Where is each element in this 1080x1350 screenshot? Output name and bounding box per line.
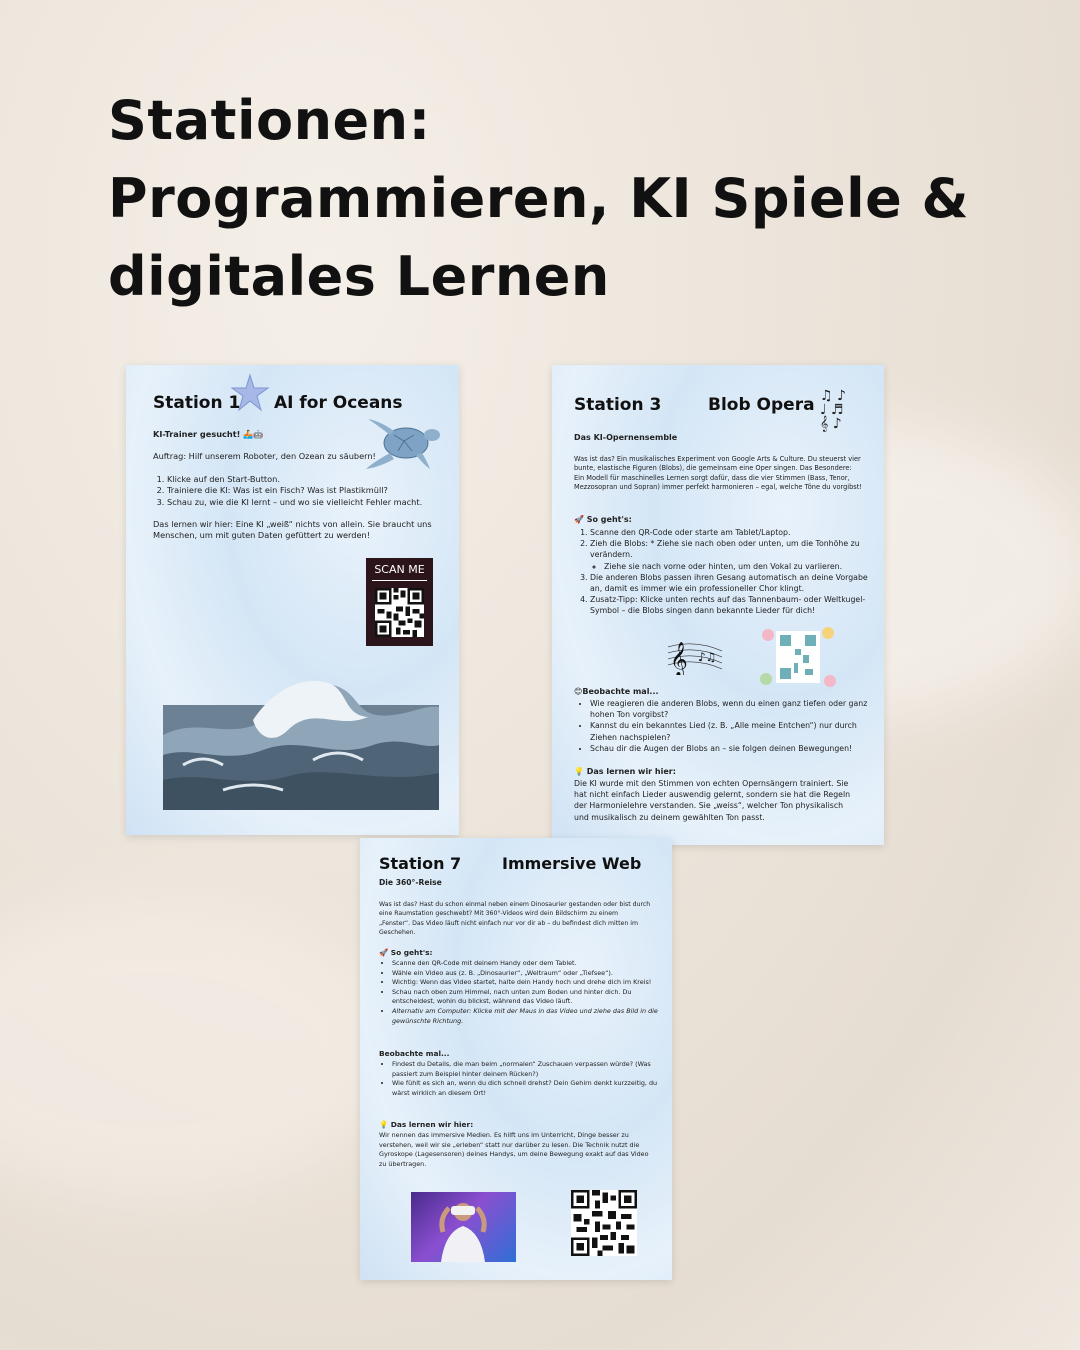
list-item: 2. Trainiere die KI: Was ist ein Fisch? Was ist Plastikmüll? [167, 485, 457, 496]
station-7-subtitle: Die 360°-Reise [379, 878, 442, 887]
music-notes-icon: ♫ ♪ ♩ ♬ 𝄞 ♪ [820, 388, 846, 432]
station-3-learn: Die KI wurde mit den Stimmen von echten Opernsängern trainiert. Sie hat nicht einfach Lieder auswendig gelernt, sondern sie hat die Regeln der Harmonielehre verstanden. Sie „weiss“, welcher Ton physikalisch und musikalisch zu deinem gewählten Ton passt. [574, 779, 851, 822]
list-item: • Alternativ am Computer: Klicke mit der Maus in das Video und ziehe das Bild in die gewünschte Richtung. [392, 1007, 664, 1026]
station-1-number: Station 1 [153, 393, 241, 413]
station-1-subtitle: KI-Trainer gesucht! 🚣🤖 [153, 429, 264, 439]
station-7-steps [380, 959, 664, 1026]
station-3-learn-title: 💡 Das lernen wir hier: [574, 767, 676, 776]
station-3-number: Station 3 [574, 395, 662, 415]
qr-code[interactable] [375, 588, 424, 637]
station-7-card [360, 838, 672, 1280]
headline-line-1: Stationen: [108, 89, 431, 152]
station-1-card [126, 365, 459, 835]
scan-me-badge[interactable] [366, 558, 433, 646]
background-swirl [0, 900, 400, 1200]
station-7-intro: Was ist das? Hast du schon einmal neben einem Dinosaurier gestanden oder bist durch eine Raumstation geschwebt? Mit 360°-Videos wird dein Bildschirm zu einem „Fenster“. Das Video läuft nicht einfach nur vor dir ab – du befindest dich mitten im Geschehen. [379, 901, 651, 936]
list-item: • Schau nach oben zum Himmel, nach unten zum Boden und hinter dich. Du entscheidest, wohin du blickst, während das Video läuft. [392, 988, 664, 1007]
station-3-subtitle: Das KI-Opernensemble [574, 433, 678, 442]
list-item: 3. Die anderen Blobs passen ihren Gesang automatisch an deine Vorgabe an, damit es immer wie ein professioneller Chor klingt. [590, 572, 870, 594]
headline-line-2: Programmieren, KI Spiele & [108, 167, 970, 230]
list-item: • Kannst du ein bekanntes Lied (z. B. „Alle meine Entchen“) nur durch Ziehen nachspielen? [590, 720, 874, 742]
list-item: 1. Scanne den QR-Code oder starte am Tablet/Laptop. [590, 527, 870, 538]
list-item: • Wichtig: Wenn das Video startet, halte dein Handy hoch und drehe dich im Kreis! [392, 978, 664, 988]
vr-headset-photo [411, 1192, 516, 1262]
station-3-howto-title: 🚀 So geht's: [574, 515, 632, 524]
scan-me-label: SCAN ME [374, 563, 425, 576]
station-3-observe-title: 😊Beobachte mal... [574, 687, 659, 696]
list-item: ◦ Ziehe sie nach vorne oder hinten, um den Vokal zu variieren. [604, 561, 870, 572]
page-headline [108, 82, 968, 316]
station-7-learn: Wir nennen das immersive Medien. Es hilft uns im Unterricht, Dinge besser zu verstehen, weil wir sie „erleben“ statt nur darüber zu lesen. Die Technik nutzt die Gyroskope (Lagesensoren) deines Handys, um deine Bewegung exakt auf das Video zu übertragen. [379, 1131, 649, 1168]
starfish-icon [230, 373, 270, 413]
station-1-steps [153, 474, 457, 508]
station-3-card [552, 365, 884, 845]
station-1-task: Auftrag: Hilf unserem Roboter, den Ozean zu säubern! [153, 451, 376, 461]
station-7-name: Immersive Web [502, 854, 642, 873]
turtle-icon [364, 415, 442, 473]
list-item: • Scanne den QR-Code mit deinem Handy oder dem Tablet. [392, 959, 664, 969]
list-item-text: Zieh die Blobs: * Ziehe sie nach oben oder unten, um die Tonhöhe zu verändern. [590, 539, 860, 560]
station-1-name: AI for Oceans [274, 393, 403, 413]
list-item: • Wie fühlt es sich an, wenn du dich schnell drehst? Dein Gehirn denkt kurzzeitig, du wärst wirklich an diesem Ort! [392, 1079, 664, 1098]
headline-line-3: digitales Lernen [108, 245, 610, 308]
station-3-steps [576, 527, 870, 617]
svg-text:𝄞: 𝄞 [670, 642, 688, 675]
list-item: 3. Schau zu, wie die KI lernt – und wo sie vielleicht Fehler macht. [167, 497, 457, 508]
station-7-howto-title: 🚀 So geht's: [379, 948, 433, 957]
floral-qr-code[interactable] [758, 623, 838, 691]
station-3-name: Blob Opera [708, 395, 815, 415]
treble-clef-icon [668, 635, 722, 675]
svg-text:♪♫: ♪♫ [698, 650, 717, 664]
station-7-learn-title: 💡 Das lernen wir hier: [379, 1120, 474, 1129]
list-item: • Schau dir die Augen der Blobs an – sie folgen deinen Bewegungen! [590, 743, 874, 754]
station-3-intro: Was ist das? Ein musikalisches Experiment von Google Arts & Culture. Du steuerst vier bunte, elastische Figuren (Blobs), die gemeinsam eine Oper singen. Das Besondere: Ein Modell für maschinelles Lernen sorgt dafür, dass die vier Stimmen (Bass, Tenor, Mezzosopran und Sopran) immer perfekt harmonieren – egal, welche Töne du vorgibst! [574, 455, 862, 492]
station-1-learn: Das lernen wir hier: Eine KI „weiß“ nichts von allein. Sie braucht uns Menschen, um mit guten Daten gefüttert zu werden! [153, 519, 432, 541]
list-item [590, 538, 870, 572]
list-item: 1. Klicke auf den Start-Button. [167, 474, 457, 485]
list-item: • Wie reagieren die anderen Blobs, wenn du einen ganz tiefen oder ganz hohen Ton vorgibst? [590, 698, 874, 720]
wave-image [163, 675, 439, 810]
station-7-number: Station 7 [379, 854, 462, 873]
list-item: 4. Zusatz-Tipp: Klicke unten rechts auf das Tannenbaum- oder Weltkugel-Symbol – die Blobs singen dann bekannte Lieder für dich! [590, 594, 870, 616]
station-7-observe-title: Beobachte mal... [379, 1049, 450, 1058]
qr-code[interactable] [571, 1190, 637, 1256]
station-7-observe [380, 1060, 664, 1098]
station-3-observe [576, 698, 874, 754]
list-item: • Findest du Details, die man beim „normalen“ Zuschauen verpassen würde? (Was passiert zum Beispiel hinter deinem Rücken?) [392, 1060, 664, 1079]
list-item: • Wähle ein Video aus (z. B. „Dinosaurier“, „Weltraum“ oder „Tiefsee“). [392, 969, 664, 979]
